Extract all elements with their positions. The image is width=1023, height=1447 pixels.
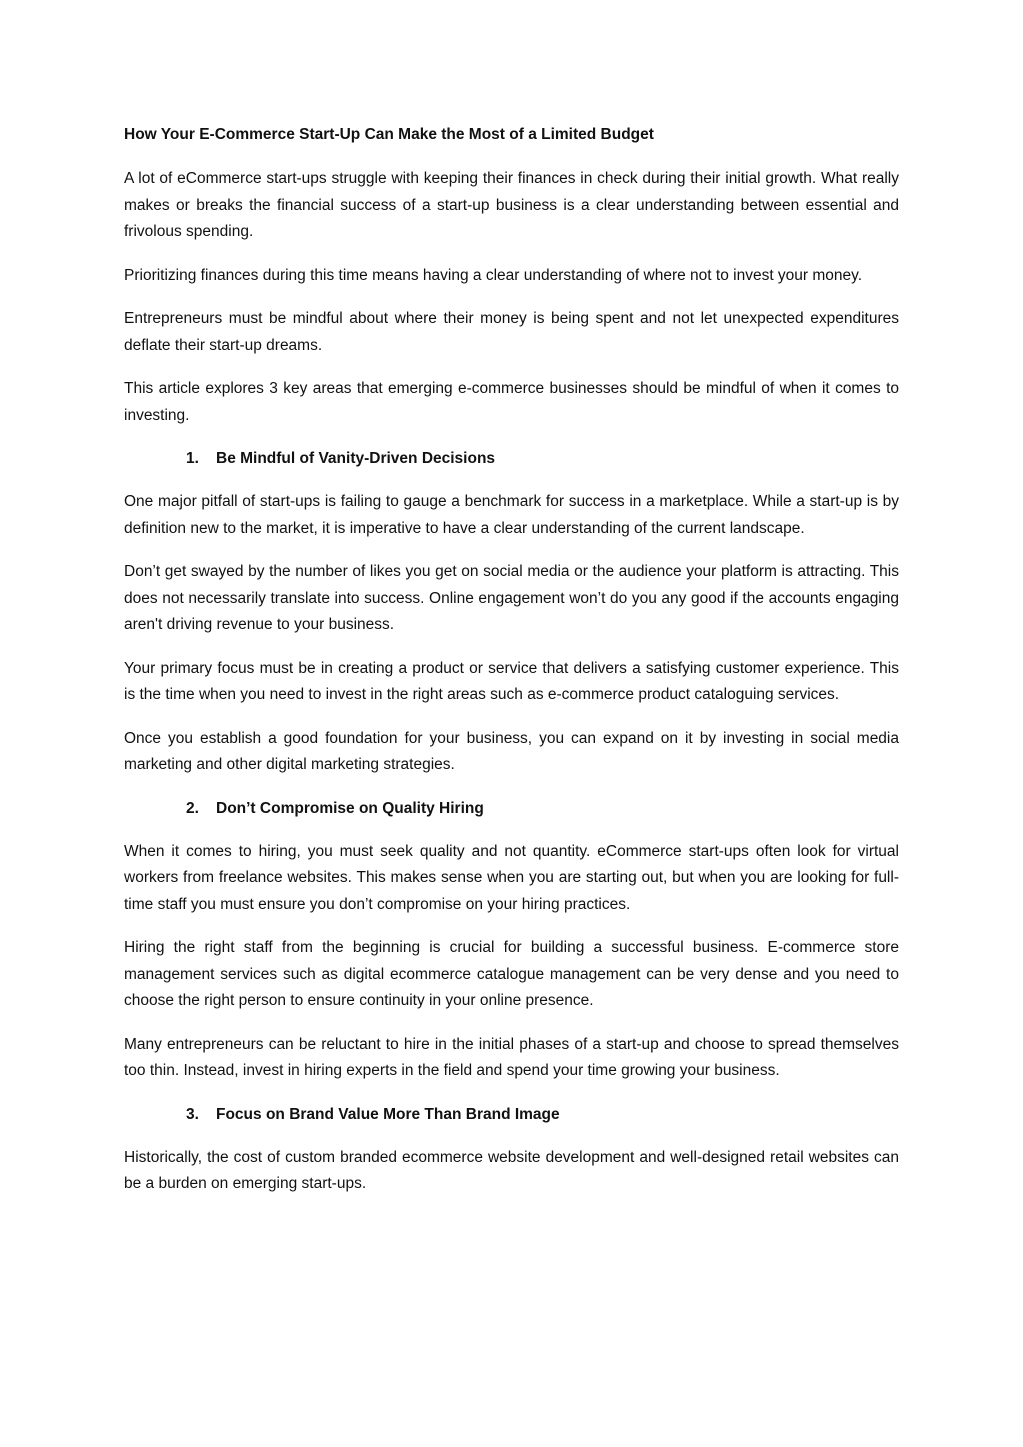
section-paragraph: When it comes to hiring, you must seek quality and not quantity. eCommerce start-ups often look for virtual workers from freelance websites. This makes sense when you are starting out, but when you are looking for full-time staff you must ensure you don’t compromise on your hiring practices. xyxy=(124,842,899,913)
section-paragraph: Your primary focus must be in creating a product or service that delivers a satisfying customer experience. This is the time when you need to invest in the right areas such as e-commerce product cataloguing services. xyxy=(124,659,899,703)
intro-paragraph: Entrepreneurs must be mindful about where their money is being spent and not let unexpected expenditures deflate their start-up dreams. xyxy=(124,310,899,354)
section-heading-text: Focus on Brand Value More Than Brand Image xyxy=(216,1105,560,1123)
section-paragraph: Once you establish a good foundation for your business, you can expand on it by investing in social media marketing and other digital marketing strategies. xyxy=(124,729,899,773)
section-number: 1. xyxy=(186,450,199,467)
document-title: How Your E-Commerce Start-Up Can Make the Most of a Limited Budget xyxy=(124,126,654,143)
section-paragraph: One major pitfall of start-ups is failing to gauge a benchmark for success in a marketplace. While a start-up is by definition new to the market, it is imperative to have a clear understanding of the current landscape. xyxy=(124,493,899,537)
section-heading-text: Be Mindful of Vanity-Driven Decisions xyxy=(216,450,496,467)
intro-paragraph: Prioritizing finances during this time means having a clear understanding of where not to invest your money. xyxy=(124,266,863,284)
section-paragraph: Historically, the cost of custom branded ecommerce website development and well-designed retail websites can be a burden on emerging start-ups. xyxy=(124,1148,899,1192)
section-paragraph: Don’t get swayed by the number of likes you get on social media or the audience your platform is attracting. This does not necessarily translate into success. Online engagement won’t do you any good if the accounts engaging aren't driving revenue to your business. xyxy=(124,563,899,633)
section-heading-1 xyxy=(124,446,899,472)
section-heading-3 xyxy=(124,1102,899,1128)
intro-paragraph: A lot of eCommerce start-ups struggle with keeping their finances in check during their initial growth. What really makes or breaks the financial success of a start-up business is a clear understanding between essential and frivolous spending. xyxy=(124,170,899,240)
section-number: 3. xyxy=(186,1105,199,1123)
section-heading-2 xyxy=(124,796,899,822)
section-paragraph: Hiring the right staff from the beginning is crucial for building a successful business. E-commerce store management services such as digital ecommerce catalogue management can be very dense and you need to choose the right person to ensure continuity in your online presence. xyxy=(124,939,899,1009)
document-page xyxy=(124,122,899,1215)
section-heading-text: Don’t Compromise on Quality Hiring xyxy=(216,799,484,817)
section-paragraph: Many entrepreneurs can be reluctant to hire in the initial phases of a start-up and choose to spread themselves too thin. Instead, invest in hiring experts in the field and spend your time growing your business. xyxy=(124,1035,899,1079)
intro-paragraph: This article explores 3 key areas that emerging e-commerce businesses should be mindful of when it comes to investing. xyxy=(124,380,899,424)
section-number: 2. xyxy=(186,799,199,817)
